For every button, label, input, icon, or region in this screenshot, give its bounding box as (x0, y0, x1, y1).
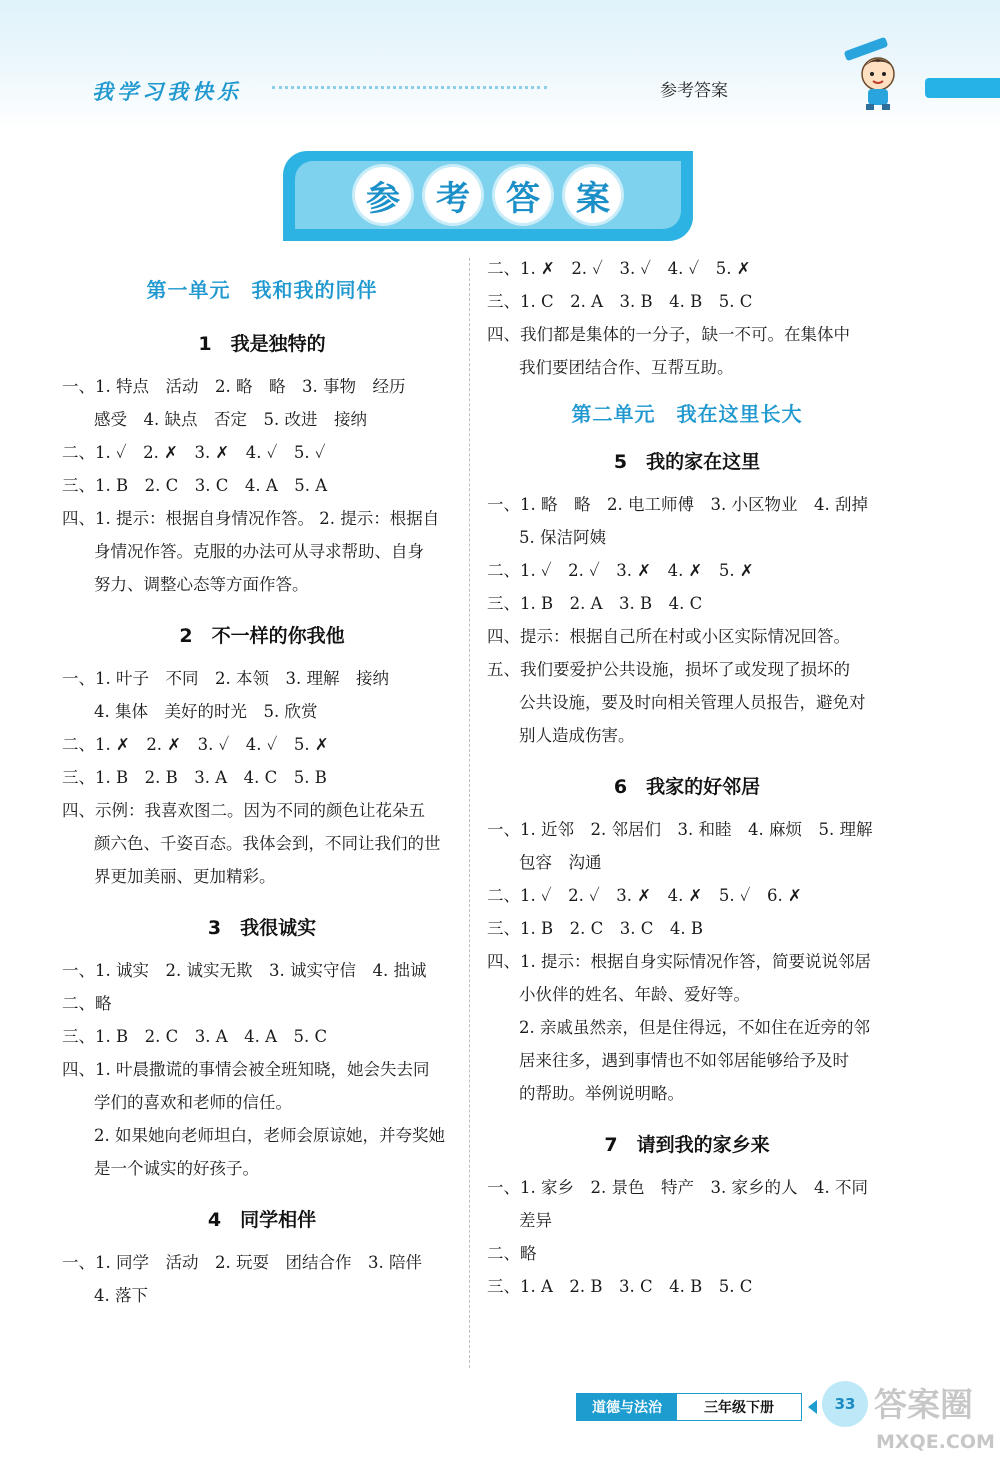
lesson-heading: 5 我的家在这里 (613, 451, 761, 473)
footer-arrow-icon (808, 1400, 817, 1414)
answer-line: 二、略 (487, 1244, 537, 1263)
lesson-heading: 3 我很诚实 (207, 917, 317, 939)
answer-line: 是一个诚实的好孩子。 (94, 1159, 259, 1178)
footer-grade: 三年级下册 (704, 1400, 774, 1416)
answer-line: 别人造成伤害。 (519, 726, 635, 745)
answer-line: 一、1. 近邻 2. 邻居们 3. 和睦 4. 麻烦 5. 理解 (487, 820, 873, 839)
page-number: 33 (822, 1381, 868, 1427)
answer-line: 努力、调整心态等方面作答。 (94, 575, 309, 594)
answer-line: 2. 亲戚虽然亲，但是住得远，不如住在近旁的邻 (519, 1018, 870, 1037)
header-slogan: 我学习我快乐 (92, 80, 242, 104)
answer-line: 三、1. B 2. C 3. C 4. B (487, 919, 703, 938)
column-divider (469, 258, 470, 1368)
answer-line: 一、1. 特点 活动 2. 略 略 3. 事物 经历 (62, 377, 406, 396)
answer-line: 三、1. B 2. C 3. A 4. A 5. C (62, 1027, 328, 1046)
answer-line: 感受 4. 缺点 否定 5. 改进 接纳 (94, 410, 367, 429)
answer-title-banner (283, 151, 693, 241)
watermark-site: MXQE.COM (876, 1431, 995, 1453)
answer-line: 四、1. 叶晨撒谎的事情会被全班知晓，她会失去同 (62, 1060, 430, 1079)
answer-line: 我们要团结合作、互帮互助。 (519, 358, 734, 377)
watermark-text: 答案圈 (874, 1385, 973, 1424)
title-char: 答 (495, 167, 551, 223)
lesson-heading: 6 我家的好邻居 (613, 776, 761, 798)
answer-line: 二、1. ✓ 2. ✗ 3. ✗ 4. ✓ 5. ✓ (62, 443, 326, 462)
answer-line: 二、1. ✓ 2. ✓ 3. ✗ 4. ✗ 5. ✗ (487, 561, 754, 580)
answer-line: 4. 集体 美好的时光 5. 欣赏 (94, 702, 318, 721)
footer-subject: 道德与法治 (577, 1394, 677, 1420)
lesson-heading: 7 请到我的家乡来 (604, 1134, 770, 1156)
answer-line: 小伙伴的姓名、年龄、爱好等。 (519, 985, 750, 1004)
unit-heading: 第一单元 我和我的同伴 (146, 278, 378, 302)
answer-line: 的帮助。举例说明略。 (519, 1084, 684, 1103)
header-tab-decoration (925, 78, 1000, 98)
left-answer-column (62, 260, 462, 1312)
watermark-logo (870, 1378, 995, 1456)
answer-line: 二、1. ✗ 2. ✓ 3. ✓ 4. ✓ 5. ✗ (487, 259, 751, 278)
answer-line: 四、1. 提示：根据自身情况作答。 2. 提示：根据自 (62, 509, 440, 528)
header-section-label: 参考答案 (660, 81, 728, 101)
answer-line: 一、1. 诚实 2. 诚实无欺 3. 诚实守信 4. 拙诚 (62, 961, 427, 980)
answer-line: 二、1. ✓ 2. ✓ 3. ✗ 4. ✗ 5. ✓ 6. ✗ (487, 886, 802, 905)
answer-line: 包容 沟通 (519, 853, 602, 872)
title-char: 案 (565, 167, 621, 223)
answer-line: 二、略 (62, 994, 112, 1013)
answer-title-inner (295, 161, 681, 229)
answer-line: 三、1. A 2. B 3. C 4. B 5. C (487, 1277, 753, 1296)
answer-line: 差异 (519, 1211, 552, 1230)
answer-line: 三、1. B 2. C 3. C 4. A 5. A (62, 476, 328, 495)
answer-line: 居来往多，遇到事情也不如邻居能够给予及时 (519, 1051, 849, 1070)
answer-line: 一、1. 家乡 2. 景色 特产 3. 家乡的人 4. 不同 (487, 1178, 868, 1197)
answer-line: 四、1. 提示：根据自身实际情况作答，简要说说邻居 (487, 952, 871, 971)
answer-line: 四、我们都是集体的一分子，缺一不可。在集体中 (487, 325, 850, 344)
answer-line: 一、1. 略 略 2. 电工师傅 3. 小区物业 4. 刮掉 (487, 495, 868, 514)
answer-line: 5. 保洁阿姨 (519, 528, 606, 547)
answer-line: 界更加美丽、更加精彩。 (94, 867, 276, 886)
unit-heading: 第二单元 我在这里长大 (571, 402, 803, 426)
answer-line: 一、1. 同学 活动 2. 玩耍 团结合作 3. 陪伴 (62, 1253, 422, 1272)
answer-line: 五、我们要爱护公共设施，损坏了或发现了损坏的 (487, 660, 850, 679)
mascot-boy-icon (838, 34, 918, 114)
answer-line: 4. 落下 (94, 1286, 148, 1305)
answer-line: 三、1. C 2. A 3. B 4. B 5. C (487, 292, 753, 311)
answer-line: 颜六色、千姿百态。我体会到，不同让我们的世 (94, 834, 441, 853)
answer-line: 学们的喜欢和老师的信任。 (94, 1093, 292, 1112)
header-dotted-rule (272, 86, 547, 89)
right-answer-column (487, 252, 887, 1303)
answer-line: 四、提示：根据自己所在村或小区实际情况回答。 (487, 627, 850, 646)
title-char: 参 (355, 167, 411, 223)
answer-line: 一、1. 叶子 不同 2. 本领 3. 理解 接纳 (62, 669, 389, 688)
answer-line: 公共设施，要及时向相关管理人员报告，避免对 (519, 693, 866, 712)
answer-line: 2. 如果她向老师坦白，老师会原谅她，并夸奖她 (94, 1126, 445, 1145)
footer-book-label (576, 1393, 802, 1421)
answer-line: 二、1. ✗ 2. ✗ 3. ✓ 4. ✓ 5. ✗ (62, 735, 329, 754)
lesson-heading: 1 我是独特的 (198, 333, 326, 355)
answer-line: 四、示例：我喜欢图二。因为不同的颜色让花朵五 (62, 801, 425, 820)
lesson-heading: 2 不一样的你我他 (179, 625, 345, 647)
answer-line: 三、1. B 2. B 3. A 4. C 5. B (62, 768, 327, 787)
title-char: 考 (425, 167, 481, 223)
lesson-heading: 4 同学相伴 (207, 1209, 317, 1231)
answer-line: 三、1. B 2. A 3. B 4. C (487, 594, 703, 613)
answer-line: 身情况作答。克服的办法可从寻求帮助、自身 (94, 542, 424, 561)
